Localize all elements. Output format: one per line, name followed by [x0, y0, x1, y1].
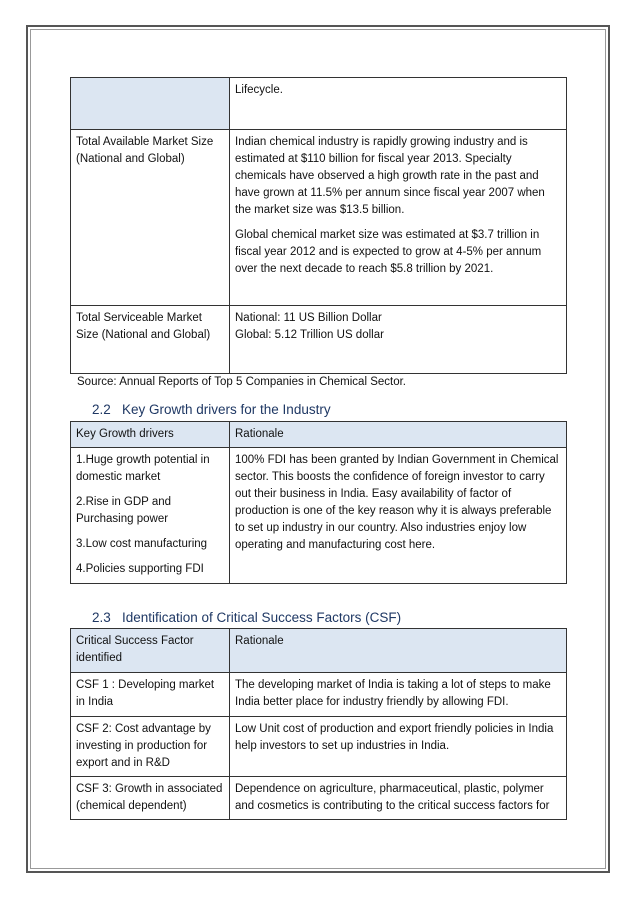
- table-cell: [71, 78, 230, 130]
- table-header-row: [71, 629, 567, 673]
- table-cell: Dependence on agriculture, pharmaceutical, plastic, polymer and cosmetics is contributing to the critical success factors for: [230, 777, 567, 820]
- header-cell: Critical Success Factor identified: [71, 629, 230, 673]
- cell-text: Global chemical market size was estimated at $3.7 trillion in fiscal year 2012 and is expected to grow at 4-5% per annum over the next decade to reach $5.8 trillion by 2021.: [235, 229, 542, 275]
- table-row: [71, 306, 567, 374]
- table-row: [71, 717, 567, 777]
- header-cell: Key Growth drivers: [71, 422, 230, 448]
- table-header-row: [71, 422, 567, 448]
- table-row: [71, 78, 567, 130]
- table-cell: Total Available Market Size (National and Global): [71, 130, 230, 306]
- list-item: 1.Huge growth potential in domestic market: [76, 454, 210, 483]
- table-cell: [230, 78, 567, 130]
- table-cell: CSF 1 : Developing market in India: [71, 673, 230, 717]
- table-row: [71, 448, 567, 584]
- cell-text: Lifecycle.: [235, 84, 283, 96]
- table-cell: CSF 2: Cost advantage by investing in production for export and in R&D: [71, 717, 230, 777]
- table-cell: 100% FDI has been granted by Indian Government in Chemical sector. This boosts the confidence of foreign investor to carry out their business in India. Easy availability of factor of production is one of the key reason why it is always preferable to set up industry in our country. Also industries enjoy low operating and manufacturing cost here.: [230, 448, 567, 584]
- list-item: 4.Policies supporting FDI: [76, 563, 204, 575]
- table-cell: [230, 130, 567, 306]
- section-number: 2.2: [92, 402, 111, 417]
- section-number: 2.3: [92, 610, 111, 625]
- section-heading-2-3: [92, 610, 401, 625]
- csf-table: [70, 628, 567, 820]
- cell-text: National: 11 US Billion Dollar: [235, 312, 382, 324]
- table-cell: Low Unit cost of production and export friendly policies in India help investors to set up industries in India.: [230, 717, 567, 777]
- section-title: Identification of Critical Success Factors (CSF): [122, 610, 402, 625]
- table-row: [71, 673, 567, 717]
- header-cell: Rationale: [230, 422, 567, 448]
- list-item: 3.Low cost manufacturing: [76, 538, 208, 550]
- section-heading-2-2: [92, 402, 331, 417]
- table-cell: CSF 3: Growth in associated (chemical dependent): [71, 777, 230, 820]
- section-title: Key Growth drivers for the Industry: [122, 402, 331, 417]
- cell-text: Indian chemical industry is rapidly growing industry and is estimated at $110 billion for fiscal year 2013. Specialty chemicals have observed a high growth rate in the past and have grown at 11.5% per annum since fiscal year 2007 when the market size was $13.5 billion.: [235, 136, 545, 216]
- table-cell: [230, 306, 567, 374]
- source-note: Source: Annual Reports of Top 5 Companies in Chemical Sector.: [77, 376, 406, 388]
- table-cell: The developing market of India is taking a lot of steps to make India better place for industry friendly by allowing FDI.: [230, 673, 567, 717]
- table-row: [71, 130, 567, 306]
- table-cell: Total Serviceable Market Size (National and Global): [71, 306, 230, 374]
- table-cell: [71, 448, 230, 584]
- cell-text: Global: 5.12 Trillion US dollar: [235, 329, 384, 341]
- growth-drivers-table: [70, 421, 567, 584]
- list-item: 2.Rise in GDP and Purchasing power: [76, 496, 172, 525]
- header-cell: Rationale: [230, 629, 567, 673]
- market-size-table: [70, 77, 567, 374]
- table-row: [71, 777, 567, 820]
